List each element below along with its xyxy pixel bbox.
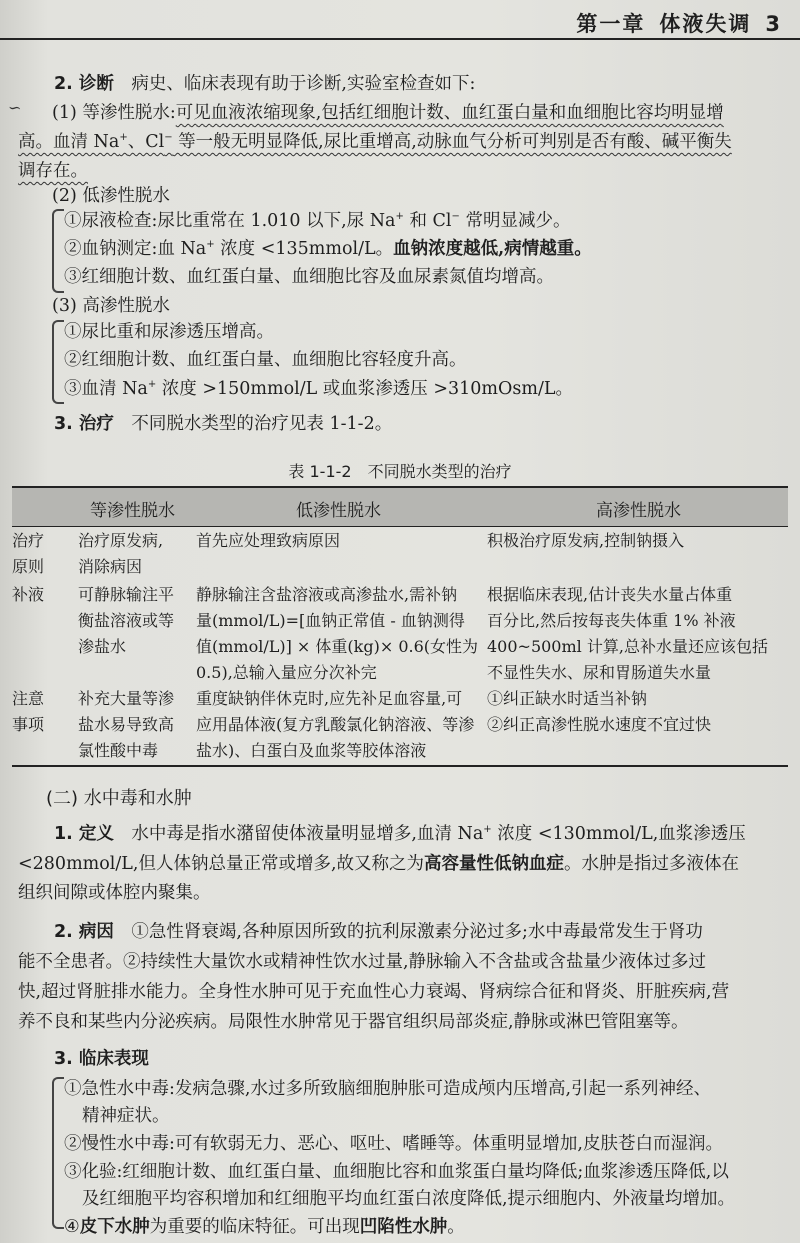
cause-line-4: 养不良和某些内分泌疾病。局限性水肿常见于器官组织局部炎症,静脉或淋巴管阻塞等。	[18, 1012, 689, 1032]
hypo-2-bold: 血钠浓度越低,病情越重。	[393, 239, 592, 259]
clin-4-bold-1: 皮下水肿	[79, 1217, 150, 1237]
cell-notes-hypo: 重度缺钠伴休克时,应先补足血容量,可 应用晶体液(复方乳酸氯化钠溶液、等渗 盐水)、白蛋白及血浆等胶体溶液	[196, 689, 475, 760]
iso-text-1: 可见血液浓缩现象,包括红细胞计数、血红蛋白量和血细胞比容均明显增	[175, 103, 724, 123]
sup-plus: +	[119, 132, 128, 143]
diagnosis-heading: 2. 诊断	[54, 74, 114, 94]
table-header	[12, 486, 788, 527]
iso-line-3	[18, 159, 88, 183]
clin-4c: 。	[447, 1217, 465, 1237]
iso-text-2c: 等一般无明显降低,尿比重增高,动脉血气分析可判别是否有酸、碱平衡失	[172, 132, 732, 152]
hyper-3b: 浓度 >150mmol/L 或血浆渗透压 >310mOsm/L。	[156, 379, 573, 399]
col-header-hyper: 高渗性脱水	[596, 501, 681, 521]
row-label-principle: 治疗 原则	[12, 531, 45, 576]
hypo-item-2	[64, 237, 592, 261]
hyper-item-1: ①尿比重和尿渗透压增高。	[64, 322, 274, 342]
def-line-1	[54, 822, 746, 846]
diagnosis-intro	[54, 72, 475, 96]
running-header	[0, 0, 800, 44]
def-2a: <280mmol/L,但人体钠总量正常或增多,故又称之为	[18, 854, 425, 874]
iso-line-2	[18, 130, 732, 154]
cell-fluid-hypo: 静脉输注含盐溶液或高渗盐水,需补钠 量(mmol/L)=[血钠正常值 - 血钠测得 值(mmol/L)] × 体重(kg)× 0.6(女性为 0.5),总输入量应分次补完	[196, 585, 479, 682]
cell-fluid-iso: 可静脉输注平 衡盐溶液或等 渗盐水	[78, 585, 175, 656]
sup-minus: −	[164, 132, 173, 143]
treatment-line	[54, 412, 392, 436]
hypo-1c: 常明显减少。	[459, 211, 571, 231]
table-caption: 表 1-1-2 不同脱水类型的治疗	[288, 462, 512, 481]
iso-line-1	[52, 101, 724, 125]
clinical-heading-text: 3. 临床表现	[54, 1049, 149, 1069]
cause-1: ①急性肾衰竭,各种原因所致的抗利尿激素分泌过多;水中毒最常发生于肾功	[131, 922, 703, 942]
def-2c: 。水肿是指过多液体在	[564, 854, 740, 874]
iso-text-2b: 、Cl	[127, 132, 165, 152]
cause-line-2: 能不全患者。②持续性大量饮水或精神性饮水过量,静脉输入不含盐或含盐量少液体过多过	[18, 952, 707, 972]
col-header-iso: 等渗性脱水	[90, 501, 175, 521]
iso-title: (1) 等渗性脱水:	[52, 103, 176, 123]
header-rule	[0, 38, 800, 40]
hypo-1b: 和 Cl	[403, 211, 452, 231]
def-2-bold: 高容量性低钠血症	[424, 854, 565, 874]
cell-principle-iso: 治疗原发病, 消除病因	[78, 531, 164, 576]
cell-fluid-hyper: 根据临床表现,估计丧失水量占体重 百分比,然后按每丧失体重 1% 补液 400~500ml 计算,总补水量还应该包括 不显性失水、尿和胃肠道失水量	[487, 585, 768, 682]
clinical-item-1a: ①急性水中毒:发病急骤,水过多所致脑细胞肿胀可造成颅内压增高,引起一系列神经、	[64, 1079, 712, 1099]
clin-4-bold-2: 凹陷性水肿	[359, 1217, 448, 1237]
section-title: (二) 水中毒和水肿	[46, 788, 192, 809]
clinical-item-4	[64, 1215, 465, 1239]
row-label-notes: 注意 事项	[12, 689, 45, 734]
cell-principle-hyper: 积极治疗原发病,控制钠摄入	[487, 531, 685, 550]
iso-text-2	[18, 132, 732, 152]
diagnosis-intro-text: 病史、临床表现有助于诊断,实验室检查如下:	[131, 74, 476, 94]
clin-4b: 为重要的临床特征。可出现	[149, 1217, 360, 1237]
cell-notes-iso: 补充大量等渗 盐水易导致高 氯性酸中毒	[78, 689, 175, 760]
treatment-heading: 3. 治疗	[54, 414, 114, 434]
col-header-hypo: 低渗性脱水	[296, 501, 381, 521]
table-bottom-rule	[12, 765, 788, 767]
def-1a: 水中毒是指水潴留使体液量明显增多,血清 Na	[131, 824, 484, 844]
cause-heading: 2. 病因	[54, 922, 114, 942]
treatment-text: 不同脱水类型的治疗见表 1-1-2。	[131, 414, 393, 434]
iso-text-2a: 高。血清 Na	[18, 132, 120, 152]
handwritten-mark: ∽	[8, 98, 22, 117]
cause-line-3: 快,超过肾脏排水能力。全身性水肿可见于充血性心力衰竭、肾病综合征和肾炎、肝脏疾病,营	[18, 982, 730, 1002]
sup-plus: +	[395, 211, 404, 222]
clin-4a: ④	[64, 1217, 80, 1237]
hypo-title: (2) 低渗性脱水	[52, 186, 170, 206]
hypo-1a: ①尿液检查:尿比重常在 1.010 以下,尿 Na	[64, 211, 396, 231]
hyper-title: (3) 高渗性脱水	[52, 296, 170, 316]
page-number: 3	[765, 12, 782, 36]
hyper-item-2: ②红细胞计数、血红蛋白量、血细胞比容轻度升高。	[64, 350, 467, 370]
hypo-item-3: ③红细胞计数、血红蛋白量、血细胞比容及血尿素氮值均增高。	[64, 267, 554, 287]
hypo-2a: ②血钠测定:血 Na	[64, 239, 207, 259]
def-1b: 浓度 <130mmol/L,血浆渗透压	[491, 824, 746, 844]
clinical-item-3a: ③化验:红细胞计数、血红蛋白量、血细胞比容和血浆蛋白量均降低;血浆渗透压降低,以	[64, 1162, 729, 1182]
chapter-title: 体液失调	[659, 12, 752, 36]
sup-minus: −	[451, 211, 460, 222]
cell-notes-hyper: ①纠正缺水时适当补钠 ②纠正高渗性脱水速度不宜过快	[487, 689, 712, 734]
clinical-item-1b: 精神症状。	[82, 1106, 170, 1126]
hypo-item-1	[64, 209, 570, 233]
clinical-item-2: ②慢性水中毒:可有软弱无力、恶心、呕吐、嗜睡等。体重明显增加,皮肤苍白而湿润。	[64, 1134, 723, 1154]
hyper-bracket	[52, 320, 64, 404]
chapter-number: 第一章	[576, 12, 646, 36]
sup-plus: +	[206, 239, 215, 250]
def-line-3: 组织间隙或体腔内聚集。	[18, 883, 211, 903]
sup-plus: +	[483, 824, 492, 835]
clinical-bracket	[52, 1077, 64, 1229]
def-heading: 1. 定义	[54, 824, 114, 844]
hyper-item-3	[64, 377, 573, 401]
hypo-bracket	[52, 209, 64, 293]
sup-plus: +	[147, 379, 157, 390]
row-label-fluid: 补液	[12, 585, 45, 604]
hyper-3a: ③血清 Na	[64, 379, 148, 399]
chapter-heading	[562, 8, 782, 38]
cell-principle-hypo: 首先应处理致病原因	[196, 531, 341, 550]
def-line-2	[18, 852, 739, 876]
hypo-2b: 浓度 <135mmol/L。	[214, 239, 394, 259]
clinical-heading	[54, 1047, 149, 1071]
iso-text-3: 调存在。	[18, 161, 88, 181]
clinical-item-3b: 及红细胞平均容积增加和红细胞平均血红蛋白浓度降低,提示细胞内、外液量均增加。	[82, 1189, 736, 1209]
cause-line-1	[54, 920, 703, 944]
